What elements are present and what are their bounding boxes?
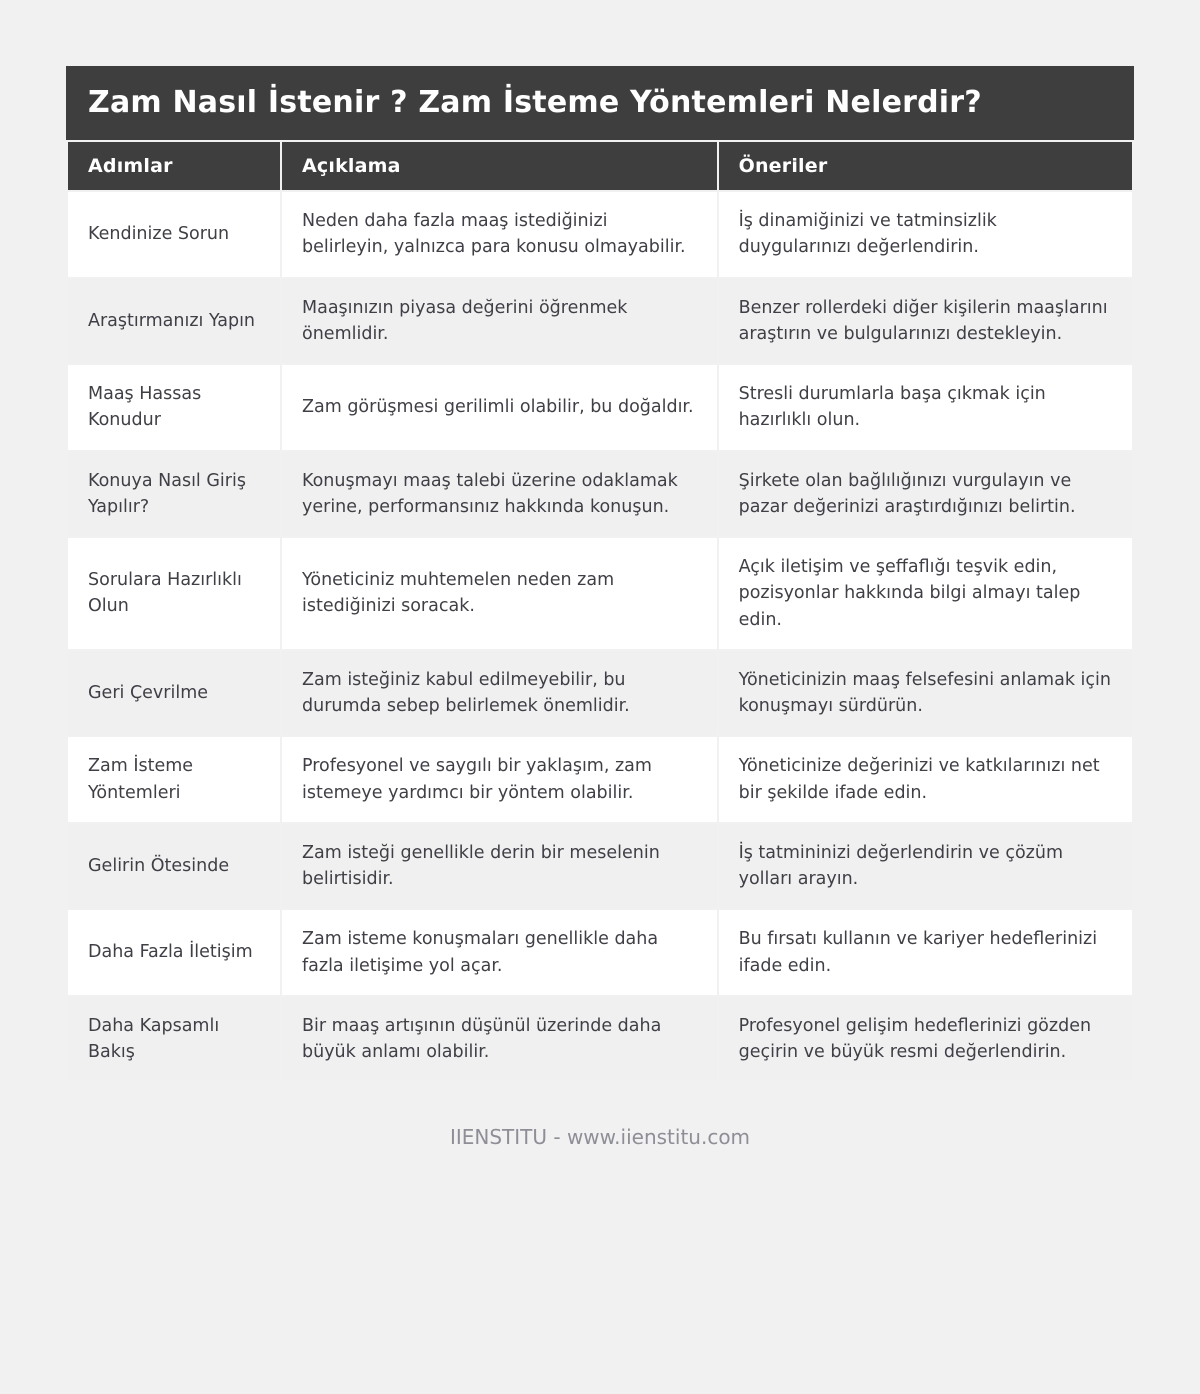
step-cell: Maaş Hassas Konudur [68,365,280,450]
page-title: Zam Nasıl İstenir ? Zam İsteme Yöntemleri Nelerdir? [66,66,1134,140]
table-header-row [68,142,1132,190]
suggestion-cell: İş tatmininizi değerlendirin ve çözüm yolları arayın. [719,824,1132,909]
suggestion-cell: Bu fırsatı kullanın ve kariyer hedeflerinizi ifade edin. [719,910,1132,995]
step-cell: Daha Fazla İletişim [68,910,280,995]
column-header-suggestions: Öneriler [719,142,1132,190]
step-cell: Sorulara Hazırlıklı Olun [68,538,280,649]
suggestion-cell: Yöneticinizin maaş felsefesini anlamak için konuşmayı sürdürün. [719,651,1132,736]
description-cell: Profesyonel ve saygılı bir yaklaşım, zam istemeye yardımcı bir yöntem olabilir. [282,737,717,822]
step-cell: Araştırmanızı Yapın [68,279,280,364]
raise-methods-table [66,140,1134,1083]
table-row [68,538,1132,649]
table-row [68,192,1132,277]
suggestion-cell: Şirkete olan bağlılığınızı vurgulayın ve pazar değerinizi araştırdığınızı belirtin. [719,452,1132,537]
suggestion-cell: Profesyonel gelişim hedeflerinizi gözden geçirin ve büyük resmi değerlendirin. [719,997,1132,1082]
suggestion-cell: Açık iletişim ve şeffaflığı teşvik edin, pozisyonlar hakkında bilgi almayı talep edin. [719,538,1132,649]
suggestion-cell: Benzer rollerdeki diğer kişilerin maaşlarını araştırın ve bulgularınızı destekleyin. [719,279,1132,364]
suggestion-cell: Stresli durumlarla başa çıkmak için hazırlıklı olun. [719,365,1132,450]
step-cell: Konuya Nasıl Giriş Yapılır? [68,452,280,537]
description-cell: Neden daha fazla maaş istediğinizi belirleyin, yalnızca para konusu olmayabilir. [282,192,717,277]
content-card [66,66,1134,1209]
step-cell: Kendinize Sorun [68,192,280,277]
table-row [68,824,1132,909]
column-header-steps: Adımlar [68,142,280,190]
suggestion-cell: İş dinamiğinizi ve tatminsizlik duygularınızı değerlendirin. [719,192,1132,277]
step-cell: Zam İsteme Yöntemleri [68,737,280,822]
description-cell: Konuşmayı maaş talebi üzerine odaklamak yerine, performansınız hakkında konuşun. [282,452,717,537]
table-row [68,365,1132,450]
step-cell: Gelirin Ötesinde [68,824,280,909]
description-cell: Zam görüşmesi gerilimli olabilir, bu doğaldır. [282,365,717,450]
table-row [68,910,1132,995]
column-header-description: Açıklama [282,142,717,190]
table-row [68,279,1132,364]
description-cell: Yöneticiniz muhtemelen neden zam istediğinizi soracak. [282,538,717,649]
suggestion-cell: Yöneticinize değerinizi ve katkılarınızı net bir şekilde ifade edin. [719,737,1132,822]
table-row [68,997,1132,1082]
table-row [68,737,1132,822]
description-cell: Zam isteme konuşmaları genellikle daha fazla iletişime yol açar. [282,910,717,995]
description-cell: Zam isteğiniz kabul edilmeyebilir, bu durumda sebep belirlemek önemlidir. [282,651,717,736]
description-cell: Maaşınızın piyasa değerini öğrenmek önemlidir. [282,279,717,364]
footer-credit: IIENSTITU - www.iienstitu.com [449,1125,751,1150]
step-cell: Daha Kapsamlı Bakış [68,997,280,1082]
table-row [68,452,1132,537]
table-row [68,651,1132,736]
description-cell: Zam isteği genellikle derin bir meselenin belirtisidir. [282,824,717,909]
description-cell: Bir maaş artışının düşünül üzerinde daha büyük anlamı olabilir. [282,997,717,1082]
step-cell: Geri Çevrilme [68,651,280,736]
